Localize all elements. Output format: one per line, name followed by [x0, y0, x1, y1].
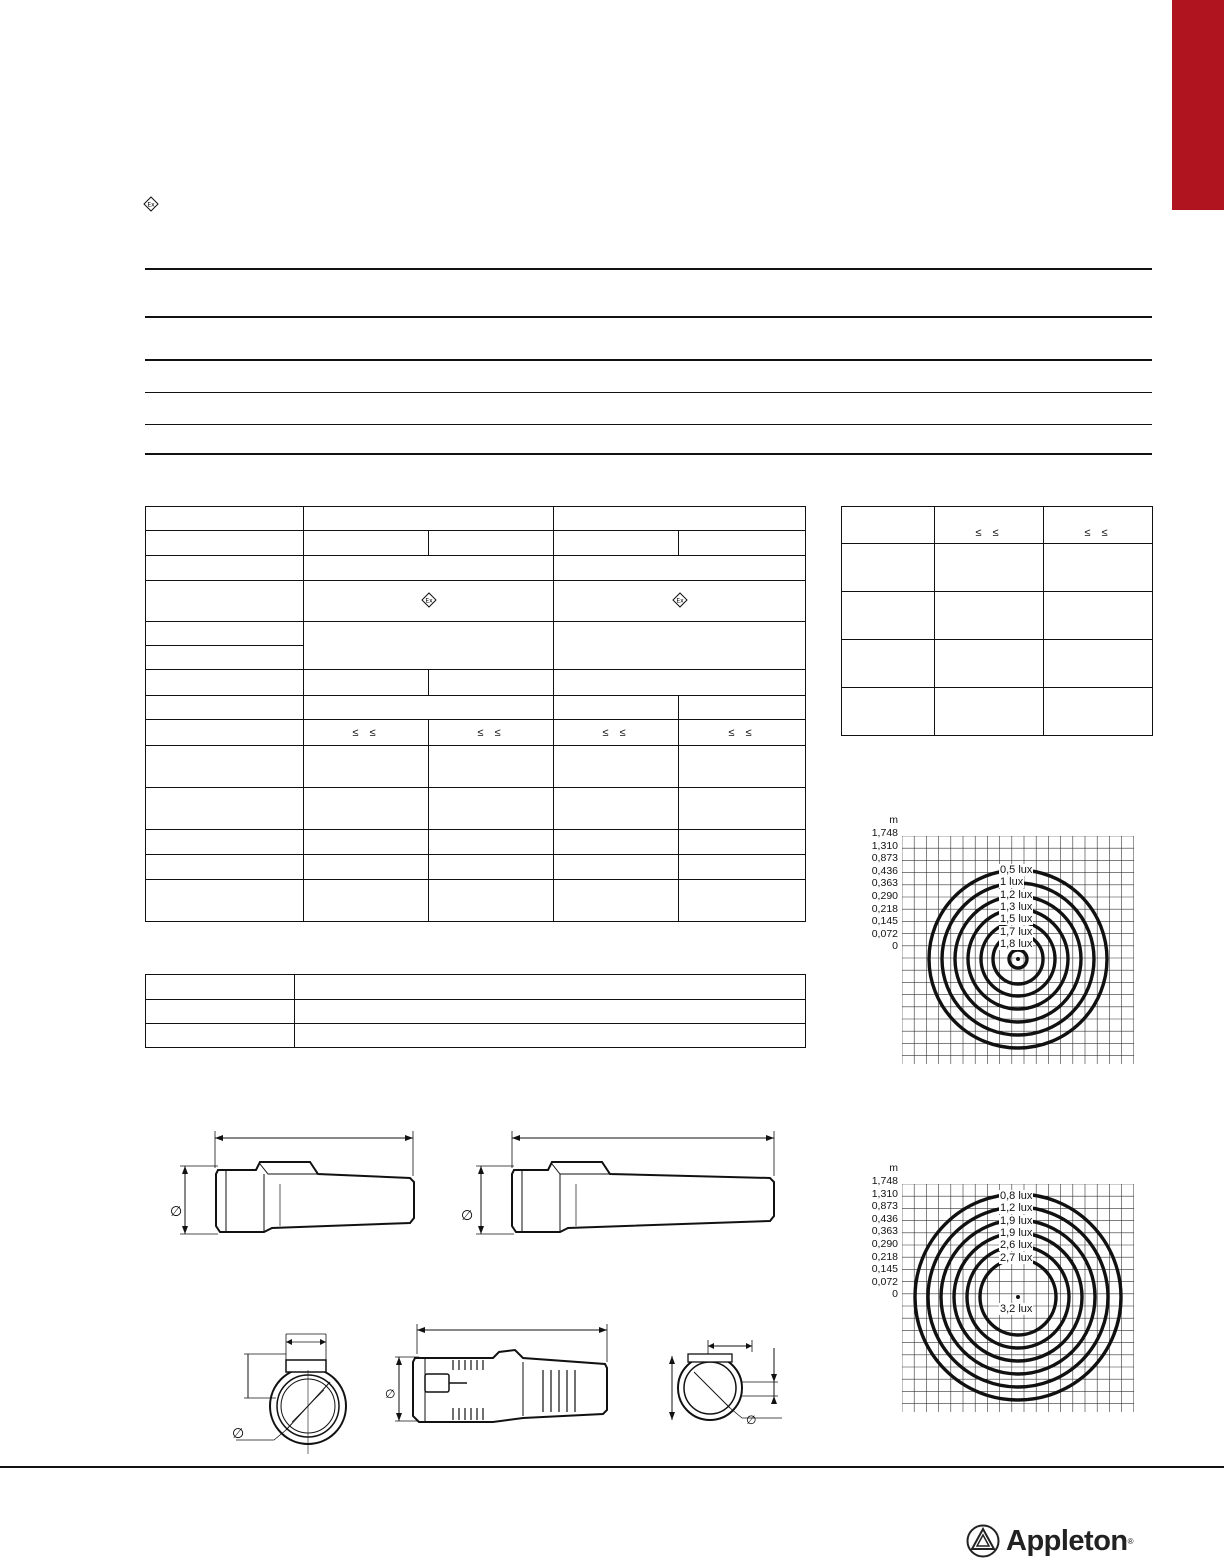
y-tick-label: 0,218: [871, 902, 898, 915]
lux-label: 0,8 lux: [1000, 1190, 1033, 1202]
rule-4: [145, 392, 1152, 393]
y-tick-label: 1,310: [871, 1187, 898, 1200]
appleton-triangle-icon: [966, 1524, 1000, 1558]
y-tick-label: 0,145: [871, 915, 898, 928]
compare-op: ≤ ≤: [429, 720, 554, 746]
photometric-diagram-lower: [842, 1162, 1142, 1418]
luminaire-spec-table: [145, 506, 806, 922]
footer-rule: [0, 1466, 1224, 1468]
y-tick-label: 0,873: [871, 852, 898, 865]
table-row: [842, 507, 1153, 544]
table-row: [146, 531, 806, 556]
table-row: [842, 592, 1153, 640]
luminaire-side-view-short: [160, 1128, 430, 1246]
y-tick-label: 1,748: [871, 1175, 898, 1187]
lux-label: 1,2 lux: [1000, 1202, 1033, 1215]
y-tick-label: 0,873: [871, 1200, 898, 1213]
diameter-symbol: ∅: [461, 1208, 474, 1224]
table-row: [146, 1024, 806, 1048]
lux-label: 1,7 lux: [1000, 925, 1033, 938]
rule-6: [145, 453, 1152, 455]
brand-name: Appleton: [1006, 1524, 1128, 1557]
unit-label: m: [889, 814, 898, 826]
photometric-diagram-upper: [842, 814, 1142, 1074]
y-tick-label: 0,145: [871, 1263, 898, 1276]
y-tick-label: 1,748: [871, 827, 898, 839]
diameter-symbol: ∅: [385, 1387, 396, 1401]
compare-op: ≤ ≤: [935, 507, 1044, 544]
table-row: [146, 720, 806, 746]
lux-label: 1,2 lux: [1000, 888, 1033, 901]
accessories-table: [145, 974, 806, 1048]
table-row: [146, 880, 806, 922]
compare-op: ≤ ≤: [1044, 507, 1153, 544]
unit-label: m: [889, 1162, 898, 1174]
lux-label: 2,7 lux: [1000, 1251, 1033, 1264]
lux-label: 1,3 lux: [1000, 900, 1033, 913]
rule-3: [145, 359, 1152, 361]
table-row: [146, 975, 806, 1000]
table-row: [146, 581, 806, 622]
compare-op: ≤ ≤: [554, 720, 679, 746]
diameter-symbol: ∅: [232, 1426, 245, 1442]
diameter-symbol: ∅: [170, 1204, 183, 1220]
luminaire-detail-side-view: [383, 1322, 618, 1428]
y-tick-label: 0: [892, 940, 898, 953]
table-row: [842, 640, 1153, 688]
center-point: [1016, 957, 1020, 961]
rule-5: [145, 424, 1152, 425]
table-row: [146, 556, 806, 581]
table-row: [146, 622, 806, 646]
lux-label: 1,9 lux: [1000, 1214, 1033, 1227]
lux-label: 1,9 lux: [1000, 1226, 1033, 1239]
svg-text:Ex: Ex: [147, 201, 155, 209]
section-color-tab: [1172, 0, 1224, 210]
table-row: [146, 1000, 806, 1024]
svg-text:Ex: Ex: [675, 597, 684, 604]
table-row: [842, 688, 1153, 736]
rule-2: [145, 316, 1152, 318]
table-row: [146, 788, 806, 830]
y-tick-label: 0,363: [871, 877, 898, 890]
table-row: [146, 696, 806, 720]
table-row: [146, 670, 806, 696]
luminaire-side-view-long: [456, 1128, 786, 1246]
y-tick-label: 0: [892, 1288, 898, 1301]
ex-atex-icon: [672, 592, 688, 608]
table-row: [146, 855, 806, 880]
lux-label: 2,6 lux: [1000, 1239, 1033, 1252]
table-row: [146, 746, 806, 788]
luminaire-front-view: [226, 1330, 356, 1455]
diameter-symbol: ∅: [746, 1413, 757, 1427]
compare-op: ≤ ≤: [304, 720, 429, 746]
rule-1: [145, 268, 1152, 270]
compare-op: ≤ ≤: [679, 720, 806, 746]
ex-atex-icon: [421, 592, 437, 608]
lux-label: 1,8 lux: [1000, 937, 1033, 950]
lux-label: 1,5 lux: [1000, 913, 1033, 926]
lux-label: 0,5 lux: [1000, 864, 1033, 876]
table-row: [146, 830, 806, 855]
autonomy-table: [841, 506, 1153, 736]
luminaire-rear-view: [664, 1338, 792, 1438]
table-row: [146, 507, 806, 531]
appleton-logo: [966, 1524, 1134, 1558]
y-tick-label: 0,436: [871, 1212, 898, 1225]
table-row: [842, 544, 1153, 592]
ex-atex-icon: [143, 196, 159, 212]
y-tick-label: 1,310: [871, 839, 898, 852]
y-tick-label: 0,436: [871, 864, 898, 877]
center-point: [1016, 1295, 1020, 1299]
y-tick-label: 0,072: [871, 1275, 898, 1288]
svg-text:Ex: Ex: [424, 597, 433, 604]
y-tick-label: 0,290: [871, 890, 898, 902]
y-tick-label: 0,072: [871, 927, 898, 940]
y-tick-label: 0,290: [871, 1238, 898, 1250]
lux-label: 1 lux: [1000, 876, 1024, 889]
lux-label-center: 3,2 lux: [1000, 1303, 1033, 1315]
y-tick-label: 0,218: [871, 1250, 898, 1263]
registered-mark: ®: [1127, 1536, 1134, 1546]
y-tick-label: 0,363: [871, 1225, 898, 1238]
